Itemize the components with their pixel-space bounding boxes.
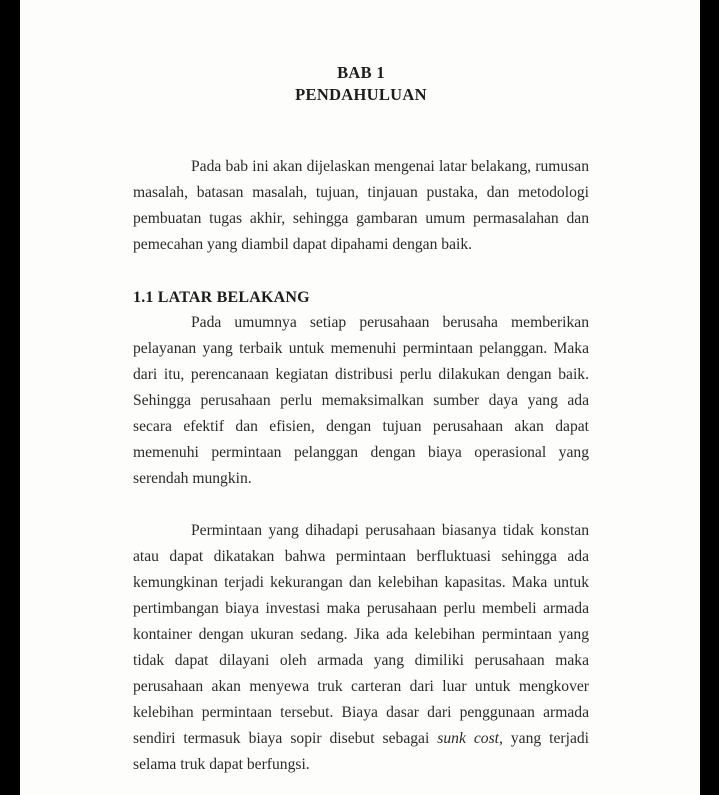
section-heading-latar-belakang: 1.1 LATAR BELAKANG [133,289,310,306]
section-paragraph-2 [133,518,589,778]
letterbox-right-margin [700,0,719,795]
spacer-after-title [133,106,589,154]
document-page-sheet [20,0,700,795]
intro-paragraph: Pada bab ini akan dijelaskan mengenai latar belakang, rumusan masalah, batasan masalah, tujuan, tinjauan pustaka, dan metodologi pembuatan tugas akhir, sehingga gambaran umum permasalahan dan pemecahan yang diambil dapat dipahami dengan baik. [133,158,589,253]
letterbox-left-margin [0,0,20,795]
text-column [133,0,589,778]
section-paragraph-1: Pada umumnya setiap perusahaan berusaha memberikan pelayanan yang terbaik untuk memenuhi permintaan pelanggan. Maka dari itu, perencanaan kegiatan distribusi perlu dilakukan dengan baik. Sehingga perusahaan perlu memaksimalkan sumber daya yang ada secara efektif dan efisien, dengan tujuan perusahaan akan dapat memenuhi permintaan pelanggan dengan biaya operasional yang serendah mungkin. [133,314,589,487]
paragraph-2-text-before-term: Permintaan yang dihadapi perusahaan biasanya tidak konstan atau dapat dikatakan bahwa permintaan berfluktuasi sehingga ada kemungkinan terjadi kekurangan dan kelebihan kapasitas. Maka untuk pertimbangan biaya investasi maka perusahaan perlu membeli armada kontainer dengan ukuran sedang. Jika ada kelebihan permintaan yang tidak dapat dilayani oleh armada yang dimiliki perusahaan maka perusahaan akan menyewa truk carteran dari luar untuk mengkover kelebihan permintaan tersebut. Biaya dasar dari penggunaan armada sendiri termasuk biaya sopir disebut sebagai [133,522,589,747]
chapter-label: BAB 1 [337,63,385,82]
spacer-before-heading [133,258,589,286]
italic-term-sunk-cost: sunk cost [437,730,499,747]
spacer-between-paragraphs [133,492,589,518]
chapter-title: PENDAHULUAN [295,85,427,104]
paragraph-2-text-after-term: , yang terjadi selama truk dapat berfungsi. [133,730,589,773]
